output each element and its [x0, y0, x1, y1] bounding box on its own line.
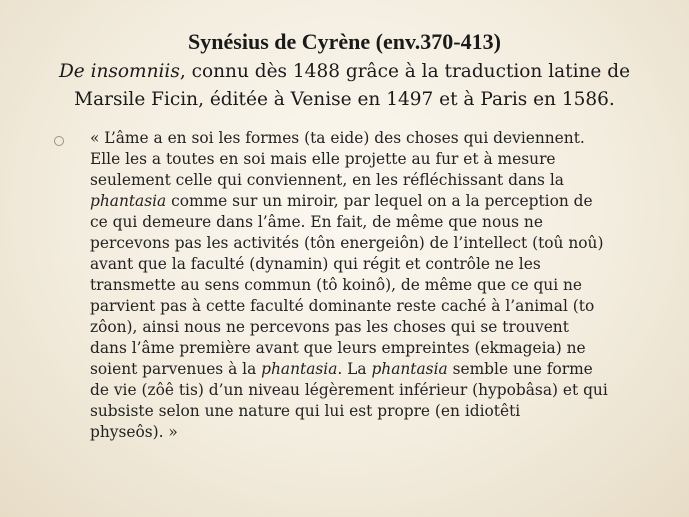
quote-line — [90, 191, 670, 212]
slide-subtitle — [40, 58, 649, 114]
slide-header — [40, 28, 649, 114]
quote-line: de vie (zôê tis) d’un niveau légèrement inférieur (hypobâsa) et qui — [90, 381, 608, 399]
subtitle-line2: Marsile Ficin, éditée à Venise en 1497 et à Paris en 1586. — [74, 89, 615, 110]
quote-line: zôon), ainsi nous ne percevons pas les choses qui se trouvent — [90, 318, 569, 336]
quote-line: physeôs). » — [90, 423, 178, 441]
quote-line: ce qui demeure dans l’âme. En fait, de même que nous ne — [90, 213, 543, 231]
quote-segment: soient parvenues à la — [90, 360, 262, 378]
quote-line: « L’âme a en soi les formes (ta eide) des choses qui deviennent. — [90, 129, 585, 147]
quote-paragraph — [90, 128, 670, 443]
quote-line: dans l’âme première avant que leurs empreintes (ekmageia) ne — [90, 339, 586, 357]
quote-line: avant que la faculté (dynamin) qui régit et contrôle ne les — [90, 255, 541, 273]
phantasia-term: phantasia — [90, 192, 167, 210]
bullet-circle-icon — [54, 136, 64, 146]
quote-segment: semble une forme — [447, 360, 593, 378]
quote-line — [90, 359, 670, 380]
slide-title: Synésius de Cyrène (env.370-413) — [188, 29, 501, 54]
phantasia-term: phantasia — [371, 360, 448, 378]
subtitle-line1-rest: , connu dès 1488 grâce à la traduction latine de — [179, 61, 631, 82]
work-title: De insomniis — [58, 61, 180, 82]
quote-line: Elle les a toutes en soi mais elle projette au fur et à mesure — [90, 150, 556, 168]
quote-line: subsiste selon une nature qui lui est propre (en idiotêti — [90, 402, 521, 420]
quote-line: parvient pas à cette faculté dominante reste caché à l’animal (to — [90, 297, 595, 315]
quote-line-rest: comme sur un miroir, par lequel on a la perception de — [166, 192, 593, 210]
quote-segment: . La — [337, 360, 372, 378]
quote-line: percevons pas les activités (tôn energeiôn) de l’intellect (toû noû) — [90, 234, 604, 252]
phantasia-term: phantasia — [261, 360, 338, 378]
quote-line: transmette au sens commun (tô koinô), de même que ce qui ne — [90, 276, 583, 294]
quote-line: seulement celle qui conviennent, en les réfléchissant dans la — [90, 171, 564, 189]
